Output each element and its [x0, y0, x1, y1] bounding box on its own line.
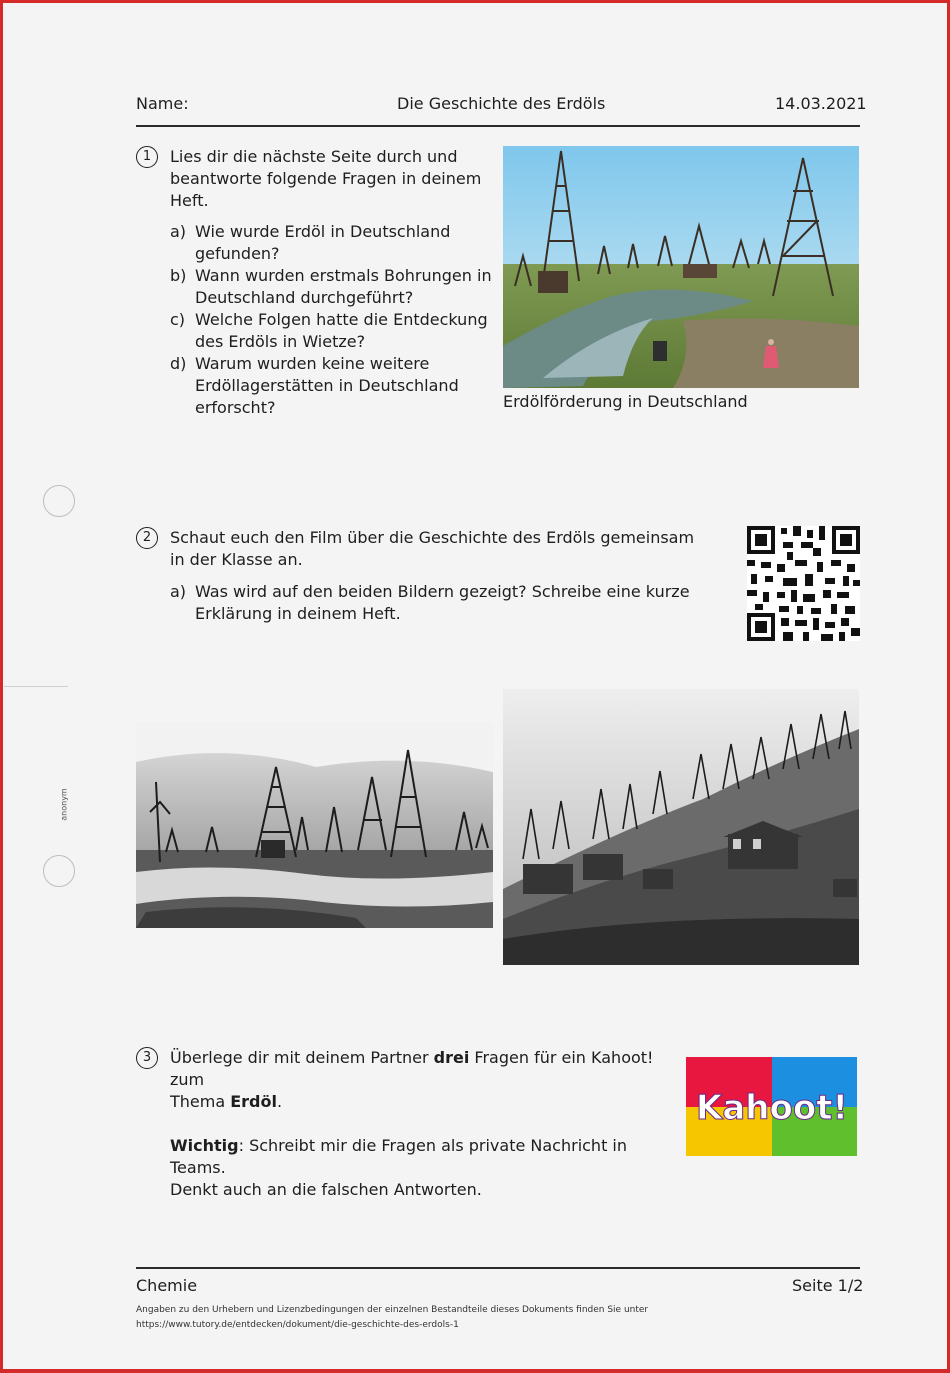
task3-line-3 [170, 1135, 685, 1179]
task1-question-b [170, 265, 500, 309]
question-line: Wie wurde Erdöl in Deutschland [195, 222, 451, 241]
task2-intro [170, 527, 694, 571]
name-label: Name: [136, 94, 189, 113]
task-number-2: 2 [136, 527, 158, 549]
question-line: Deutschland durchgeführt? [195, 288, 414, 307]
question-line: Erdöllagerstätten in Deutschland [195, 376, 459, 395]
question-line: Wann wurden erstmals Bohrungen in [195, 266, 492, 285]
question-line: des Erdöls in Wietze? [195, 332, 366, 351]
photo-caption: Erdölförderung in Deutschland [503, 392, 748, 411]
footer-attribution [136, 1303, 648, 1333]
kahoot-logo [686, 1057, 857, 1156]
task3-emphasis: Wichtig [170, 1136, 239, 1155]
footer-rule [136, 1267, 860, 1269]
historic-oilfield-photo-left [136, 722, 493, 928]
task2-intro-line: in der Klasse an. [170, 550, 303, 569]
question-label: a) [170, 582, 187, 601]
task1-question-d [170, 353, 500, 419]
question-label: b) [170, 266, 187, 285]
task1-intro-line: Lies dir die nächste Seite durch und [170, 147, 458, 166]
question-line: Was wird auf den beiden Bildern gezeigt? Schreibe eine kurze [195, 582, 690, 601]
task3-emphasis: Erdöl [230, 1092, 277, 1111]
question-line: gefunden? [195, 244, 280, 263]
task1-question-a [170, 221, 500, 265]
footer-page-number: Seite 1/2 [792, 1276, 864, 1295]
question-label: d) [170, 354, 187, 373]
video-qr-code[interactable] [747, 526, 860, 641]
question-line: erforscht? [195, 398, 276, 417]
task3-text-part: : Schreibt mir die Fragen als private Nachricht in Teams. [170, 1136, 628, 1177]
document-date: 14.03.2021 [775, 94, 867, 113]
task3-text-part: Thema [170, 1092, 231, 1111]
kahoot-logo-text: Kahoot! [696, 1088, 848, 1128]
question-line: Warum wurden keine weitere [195, 354, 430, 373]
task-number-1: 1 [136, 146, 158, 168]
historic-oilfield-photo-right [503, 689, 859, 965]
question-label: a) [170, 222, 187, 241]
question-label: c) [170, 310, 186, 329]
task3-emphasis: drei [433, 1048, 470, 1067]
task1-intro-line: Heft. [170, 191, 209, 210]
question-line: Erklärung in deinem Heft. [195, 604, 401, 623]
task2-intro-line: Schaut euch den Film über die Geschichte des Erdöls gemeinsam [170, 528, 695, 547]
fold-mark [4, 686, 68, 687]
task3-text-part: . [276, 1092, 283, 1111]
task1-intro-line: beantworte folgende Fragen in deinem [170, 169, 482, 188]
oilfield-color-photo [503, 146, 859, 388]
task3-text-part: Überlege dir mit deinem Partner [170, 1048, 434, 1067]
task1-intro [170, 146, 481, 212]
task3-line-4: Denkt auch an die falschen Antworten. [170, 1180, 482, 1199]
task2-question-a [170, 581, 690, 625]
attribution-text: Angaben zu den Urhebern und Lizenzbedingungen der einzelnen Bestandteile dieses Dokuments finden Sie unter [136, 1305, 649, 1315]
task1-question-c [170, 309, 500, 353]
author-side-label: anonym [59, 788, 69, 821]
attribution-link[interactable]: https://www.tutory.de/entdecken/dokument/die-geschichte-des-erdols-1 [136, 1320, 459, 1330]
punch-hole-bottom [43, 855, 75, 887]
footer-subject: Chemie [136, 1276, 198, 1295]
task-number-3: 3 [136, 1047, 158, 1069]
document-title: Die Geschichte des Erdöls [397, 94, 606, 113]
task3-line-1 [170, 1047, 685, 1091]
task3-line-2 [170, 1091, 685, 1113]
header-rule [136, 125, 860, 127]
punch-hole-top [43, 485, 75, 517]
task3-text [170, 1047, 685, 1201]
question-line: Welche Folgen hatte die Entdeckung [195, 310, 488, 329]
task3-text-part: Fragen für ein Kahoot! zum [170, 1048, 654, 1089]
